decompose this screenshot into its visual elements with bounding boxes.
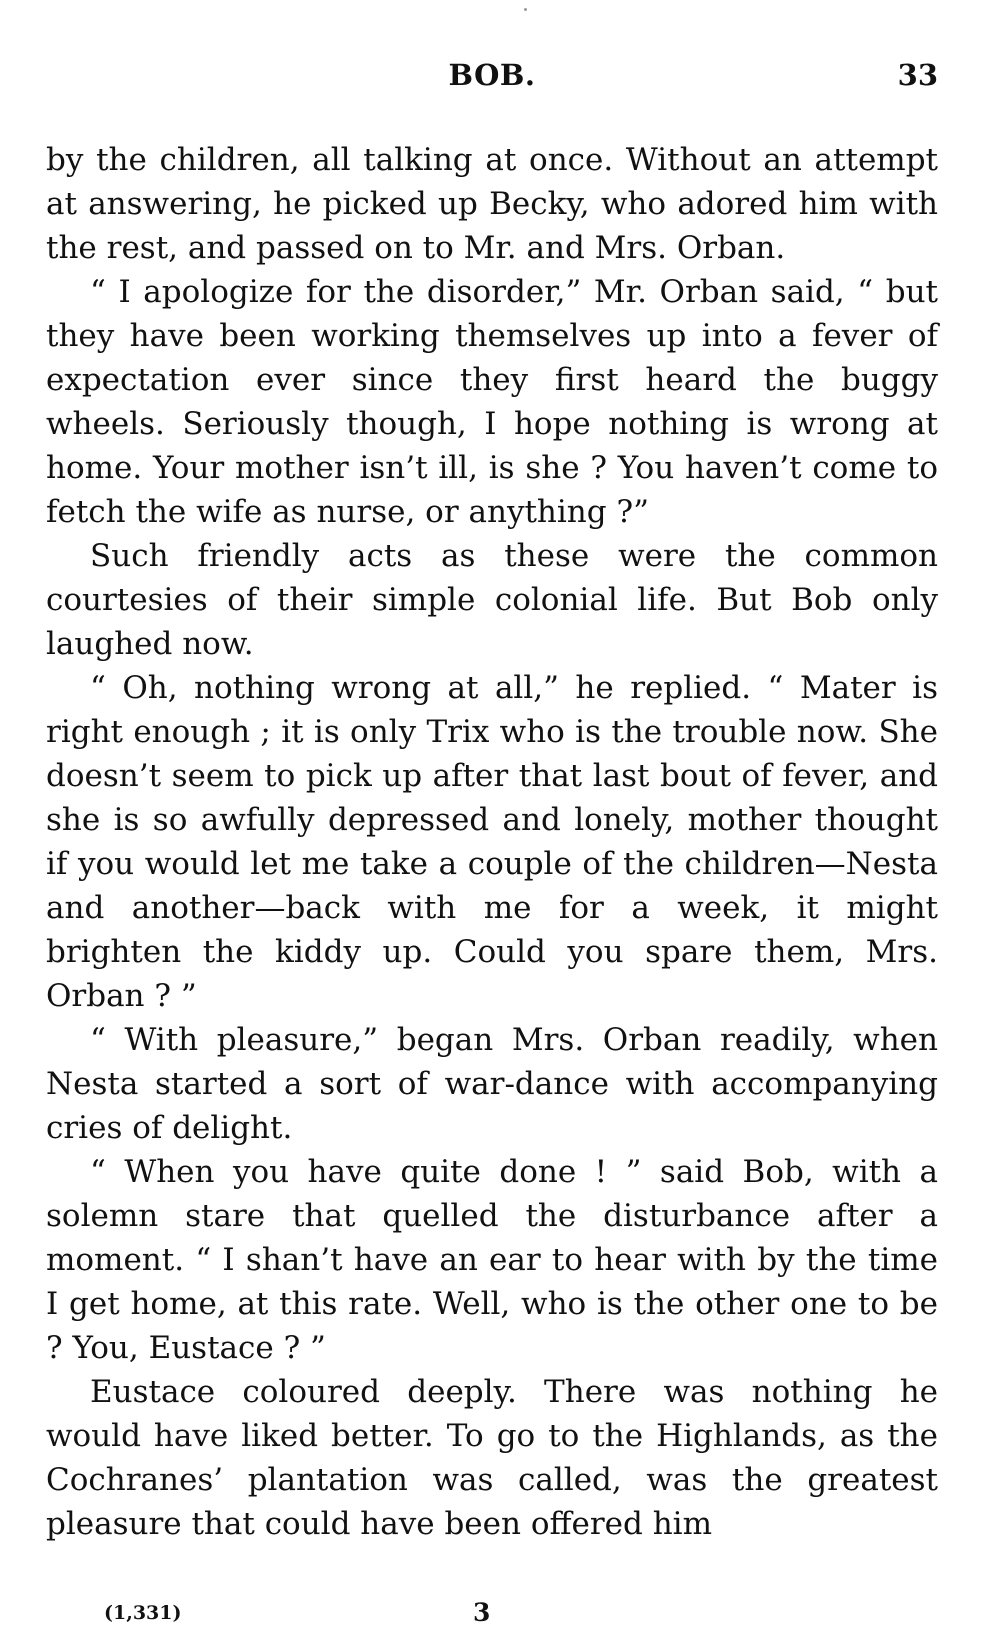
- running-title: BOB.: [448, 58, 536, 92]
- paragraph: “ When you have quite done ! ” said Bob, with a solemn stare that quelled the disturbance after a moment. “ I shan’t have an ear to hear with by the time I get home, at this rate. Well, who is the other one to be ? You, Eustace ? ”: [46, 1154, 938, 1366]
- body-text: [46, 138, 938, 1546]
- paragraph: “ I apologize for the disorder,” Mr. Orban said, “ but they have been working themselves up into a fever of expectation ever since they first heard the buggy wheels. Seriously though, I hope nothing is wrong at home. Your mother isn’t ill, is she ? You haven’t come to fetch the wife as nurse, or anything ?”: [46, 274, 938, 530]
- paragraph: Eustace coloured deeply. There was nothing he would have liked better. To go to the Highlands, as the Cochranes’ plantation was called, was the greatest pleasure that could have been offered him: [46, 1374, 938, 1542]
- paragraph: “ Oh, nothing wrong at all,” he replied. “ Mater is right enough ; it is only Trix who is the trouble now. She doesn’t seem to pick up after that last bout of fever, and she is so awfully depressed and lonely, mother thought if you would let me take a couple of the children—Nesta and another—back with me for a week, it might brighten the kiddy up. Could you spare them, Mrs. Orban ? ”: [46, 670, 938, 1014]
- paragraph: “ With pleasure,” began Mrs. Orban readily, when Nesta started a sort of war-dance with accompanying cries of delight.: [46, 1022, 938, 1146]
- running-head: [46, 58, 938, 98]
- paragraph: by the children, all talking at once. Without an attempt at answering, he picked up Becky, who adored him with the rest, and passed on to Mr. and Mrs. Orban.: [46, 142, 938, 266]
- signature-mark: 3: [473, 1598, 491, 1627]
- print-speck: [524, 8, 527, 11]
- signature-code: (1,331): [104, 1602, 182, 1624]
- page-number: 33: [897, 58, 938, 92]
- paragraph: Such friendly acts as these were the common courtesies of their simple colonial life. But Bob only laughed now.: [46, 538, 938, 662]
- printer-signature-line: [0, 1598, 1000, 1628]
